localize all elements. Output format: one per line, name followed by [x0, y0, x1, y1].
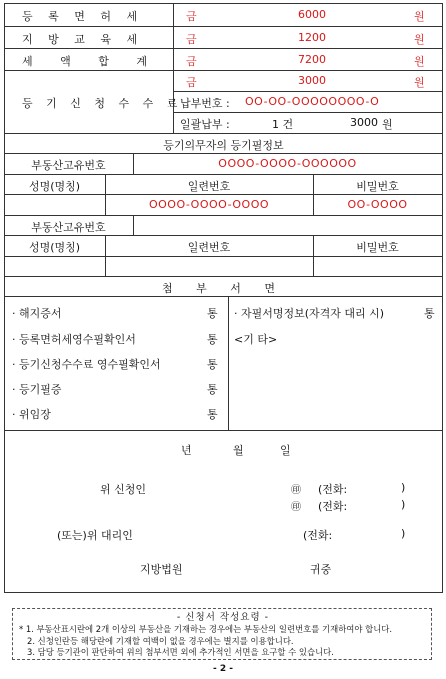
fee-label-education-tax: 지 방 교 육 세 [22, 33, 144, 46]
fee-unit: 원 [414, 55, 425, 68]
serial-value: OOOO-OOOO-OOOO [148, 198, 270, 211]
phone-close: ) [401, 527, 406, 540]
attachments-title: 첨 부 서 면 [162, 282, 285, 295]
attachment-unit: 통 [207, 333, 218, 346]
applicant-label: 위 신청인 [100, 483, 147, 496]
attachment-item: · 위임장 [12, 408, 51, 421]
attachment-item: · 등록면허세영수필확인서 [12, 333, 136, 346]
serial-header-2: 일련번호 [187, 241, 231, 254]
seal-mark: ㊞ [291, 502, 301, 513]
date-month: 월 [233, 444, 244, 457]
agent-label: (또는)위 대리인 [57, 529, 133, 542]
attachment-item-signature-info: · 자필서명정보(자격자 대리 시) [234, 307, 385, 320]
fee-unit: 원 [414, 76, 425, 89]
payment-number-value: OO-OO-OOOOOOOO-O [245, 95, 380, 108]
fee-prefix: 금 [186, 76, 197, 89]
page-number: - 2 - [213, 664, 233, 674]
unique-number-value: OOOO-OOOO-OOOOOO [218, 157, 357, 170]
lump-payment-unit: 원 [382, 118, 393, 131]
name-header-2: 성명(명칭) [28, 241, 81, 254]
instruction-item: * 1. 부동산표시란에 2개 이상의 부동산을 기재하는 경우에는 부동산의 일련번호를 기재하여야 합니다. [19, 624, 393, 634]
fee-amount-total: 7200 [298, 53, 326, 66]
unique-number-label: 부동산고유번호 [31, 159, 106, 172]
attachment-unit: 통 [207, 408, 218, 421]
password-header-2: 비밀번호 [356, 241, 399, 254]
application-fee-label: 등 기 신 청 수 수 료 [22, 97, 183, 110]
court-label: 지방법원 [140, 563, 183, 576]
serial-header: 일련번호 [187, 180, 231, 193]
fee-label-registration-tax: 등 록 면 허 세 [22, 10, 144, 23]
applicant-phone-label-2: (전화: [318, 500, 348, 513]
seal-mark: ㊞ [291, 485, 301, 496]
unique-number-label-2: 부동산고유번호 [31, 221, 106, 234]
obligor-title: 등기의무자의 등기필정보 [163, 139, 284, 152]
fee-amount-registration-tax: 6000 [298, 8, 326, 21]
fee-prefix: 금 [186, 33, 197, 46]
attachment-item: · 등기필증 [12, 383, 62, 396]
attachment-item: · 등기신청수수료 영수필확인서 [12, 358, 161, 371]
applicant-phone-label: (전화: [318, 483, 348, 496]
instructions-box [12, 608, 432, 660]
instructions-title: - 신청서 작성요령 - [176, 612, 270, 623]
attachment-unit: 통 [207, 383, 218, 396]
fee-label-total: 세 액 합 계 [22, 55, 159, 68]
lump-payment-count: 1 건 [272, 118, 294, 131]
fee-prefix: 금 [186, 10, 197, 23]
instruction-item: 2. 신청인란등 해당란에 기재할 여백이 없을 경우에는 별지를 이용합니다. [27, 635, 294, 646]
lump-payment-amount: 3000 [350, 116, 378, 129]
agent-phone-label: (전화: [303, 529, 333, 542]
payment-number-label: 납부번호 : [180, 97, 230, 110]
fee-unit: 원 [414, 33, 425, 46]
attachment-unit: 통 [424, 307, 435, 320]
password-value: OO-OOOO [347, 198, 408, 211]
application-fee-amount: 3000 [298, 74, 326, 87]
date-day: 일 [280, 444, 291, 457]
attachment-unit: 통 [207, 307, 218, 320]
attachment-item: · 해지증서 [12, 307, 62, 320]
instruction-item: 3. 담당 등기관이 판단하여 위의 첨부서면 외에 추가적인 서면을 요구할 수 있습니다. [27, 647, 334, 657]
court-to: 귀중 [310, 563, 332, 576]
fee-amount-education-tax: 1200 [298, 31, 326, 44]
phone-close: ) [401, 498, 406, 511]
name-header: 성명(명칭) [28, 180, 81, 193]
fee-prefix: 금 [186, 55, 197, 68]
password-header: 비밀번호 [356, 180, 399, 193]
attachment-unit: 통 [207, 358, 218, 371]
fee-unit: 원 [414, 10, 425, 23]
lump-payment-label: 일괄납부 : [180, 118, 230, 131]
date-year: 년 [181, 444, 192, 457]
phone-close: ) [401, 481, 406, 494]
attachment-other: <기 타> [234, 333, 278, 346]
